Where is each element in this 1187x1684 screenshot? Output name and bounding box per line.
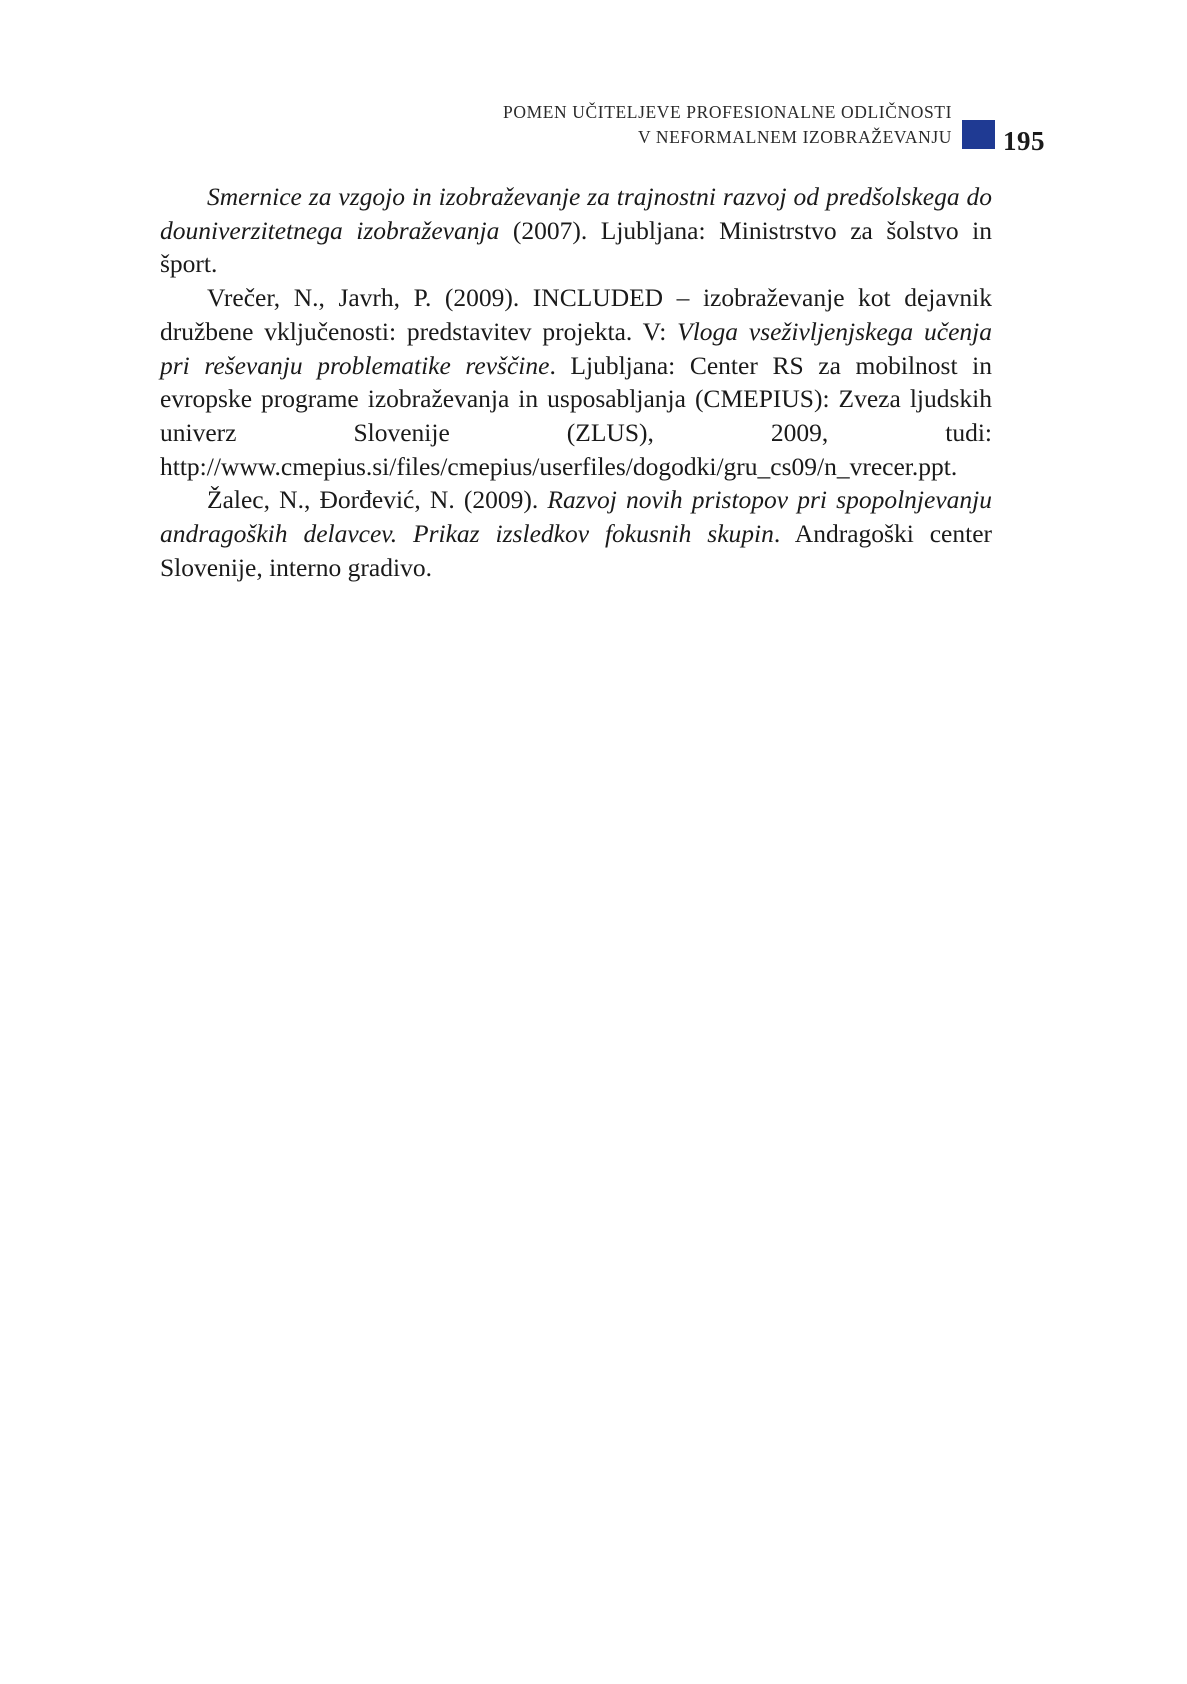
page-number: 195 [1003,126,1045,156]
running-header-line-2: V NEFORMALNEM IZOBRAŽEVANJU [637,127,952,147]
reference-title: Vloga vseživljenjskega učenja pri reševanju problematike revščine [160,316,992,380]
running-header [380,100,952,150]
reference-list [160,180,992,584]
reference-publication-info: . Ljubljana: Center RS za mobilnost in evropske programe izobraževanja in usposabljanja (CMEPIUS): Zveza ljudskih univerz Slovenije (ZLUS), 2009, tudi: http://www.cmepius.si/files/cmepius/userfiles/dogodki/gru_cs09/n_vrecer.ppt. [160,350,992,481]
header-accent-box [962,120,995,149]
reference-publication-info: . Andragoški center Slovenije, interno gradivo. [160,519,992,582]
reference-publication-info: (2007). Ljubljana: Ministrstvo za šolstvo in šport. [160,215,993,279]
reference-entry [160,483,992,584]
running-header-line-1: POMEN UČITELJEVE PROFESIONALNE ODLIČNOSTI [503,102,952,122]
reference-title: Razvoj novih pristopov pri spopolnjevanju andragoških delavcev. Prikaz izsledkov fokusnih skupin [160,485,992,549]
reference-entry [160,281,992,483]
reference-authors: Žalec, N., Đorđević, N. (2009). [207,485,548,515]
reference-authors: Vrečer, N., Javrh, P. (2009). INCLUDED – izobraževanje kot dejavnik družbene vključenosti: predstavitev projekta. V: [160,283,992,346]
reference-entry [160,180,992,281]
reference-title: Smernice za vzgojo in izobraževanje za trajnostni razvoj od predšolskega do douniverzitetnega izobraževanja [160,182,992,245]
